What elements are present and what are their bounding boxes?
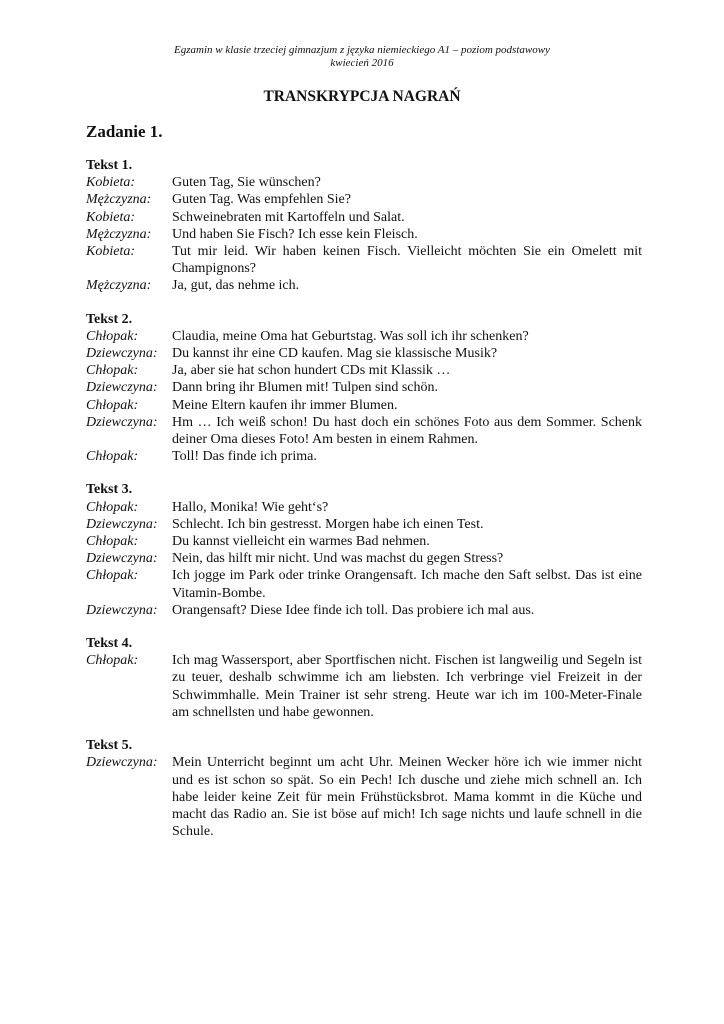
- utterance-text: Ich jogge im Park oder trinke Orangensaft. Ich mache den Saft selbst. Das ist eine Vitamin-Bombe.: [172, 568, 642, 601]
- utterance-text: Guten Tag. Was empfehlen Sie?: [172, 192, 351, 208]
- dialogue-line: [86, 243, 642, 277]
- task-heading: Zadanie 1.: [86, 122, 163, 141]
- utterance-text: Dann bring ihr Blumen mit! Tulpen sind schön.: [172, 380, 438, 396]
- utterance-text: Du kannst ihr eine CD kaufen. Mag sie klassische Musik?: [172, 346, 498, 362]
- speaker-label: Mężczyzna:: [86, 192, 152, 208]
- page-header: [0, 44, 724, 70]
- dialogue-line: [86, 516, 642, 533]
- dialogue-line: [86, 567, 642, 601]
- speaker-label: Mężczyzna:: [86, 226, 152, 242]
- speaker-label: Kobieta:: [86, 175, 135, 191]
- dialogue-line: [86, 754, 642, 840]
- utterance-text: Claudia, meine Oma hat Geburtstag. Was soll ich ihr schenken?: [172, 328, 529, 344]
- dialogue-line: [86, 448, 642, 465]
- utterance-text: Ja, gut, das nehme ich.: [172, 278, 300, 294]
- dialogue-line: [86, 602, 642, 619]
- speaker-label: Mężczyzna:: [86, 278, 152, 294]
- utterance-text: Hm … Ich weiß schon! Du hast doch ein schönes Foto aus dem Sommer. Schenk deiner Oma dieses Foto! Am besten in einem Rahmen.: [172, 414, 642, 448]
- speaker-label: Chłopak:: [86, 499, 139, 515]
- utterance-text: Nein, das hilft mir nicht. Und was machst du gegen Stress?: [172, 551, 504, 567]
- transcript-section: [86, 737, 642, 840]
- utterance-text: Schlecht. Ich bin gestresst. Morgen habe ich einen Test.: [172, 516, 484, 532]
- dialogue-line: [86, 174, 642, 191]
- section-title: Tekst 4.: [86, 636, 133, 652]
- dialogue-line: [86, 499, 642, 516]
- dialogue-line: [86, 209, 642, 226]
- section-title: Tekst 5.: [86, 738, 133, 754]
- speaker-label: Chłopak:: [86, 534, 139, 550]
- header-exam-line: Egzamin w klasie trzeciej gimnazjum z języka niemieckiego A1 – poziom podstawowy: [174, 44, 550, 56]
- section-title: Tekst 2.: [86, 311, 133, 327]
- dialogue-line: [86, 414, 642, 448]
- utterance-text: Hallo, Monika! Wie geht‘s?: [172, 499, 329, 515]
- speaker-label: Chłopak:: [86, 363, 139, 379]
- speaker-label: Chłopak:: [86, 449, 139, 465]
- utterance-text: Du kannst vielleicht ein warmes Bad nehmen.: [172, 534, 430, 550]
- dialogue-line: [86, 226, 642, 243]
- speaker-label: Dziewczyna:: [86, 516, 158, 532]
- speaker-label: Dziewczyna:: [86, 755, 158, 771]
- speaker-label: Dziewczyna:: [86, 380, 158, 396]
- utterance-text: Guten Tag, Sie wünschen?: [172, 175, 321, 191]
- transcript-section: [86, 481, 642, 619]
- transcript-section: [86, 635, 642, 721]
- transcript-section: [86, 157, 642, 295]
- speaker-label: Dziewczyna:: [86, 602, 158, 618]
- utterance-text: Mein Unterricht beginnt um acht Uhr. Meinen Wecker höre ich wie immer nicht und es ist schon so spät. So ein Pech! Ich dusche und ziehe mich schnell an. Ich habe leider keine Zeit für mein Frühstücksbrot. Mama kommt in die Küche und macht das Radio an. Sie ist böse auf mich! Ich sage nichts und laufe schnell in die Schule.: [172, 755, 642, 840]
- speaker-label: Dziewczyna:: [86, 414, 158, 430]
- dialogue-line: [86, 362, 642, 379]
- speaker-label: Chłopak:: [86, 397, 139, 413]
- speaker-label: Chłopak:: [86, 653, 139, 669]
- utterance-text: Und haben Sie Fisch? Ich esse kein Fleisch.: [172, 226, 418, 242]
- utterance-text: Meine Eltern kaufen ihr immer Blumen.: [172, 397, 398, 413]
- utterance-text: Ja, aber sie hat schon hundert CDs mit Klassik …: [172, 363, 451, 379]
- transcript-section: [86, 311, 642, 466]
- utterance-text: Toll! Das finde ich prima.: [172, 449, 317, 465]
- utterance-text: Tut mir leid. Wir haben keinen Fisch. Vielleicht möchten Sie ein Omelett mit Champignons?: [172, 244, 642, 277]
- dialogue-line: [86, 533, 642, 550]
- dialogue-line: [86, 397, 642, 414]
- dialogue-line: [86, 379, 642, 396]
- speaker-label: Chłopak:: [86, 568, 139, 584]
- speaker-label: Chłopak:: [86, 328, 139, 344]
- header-date-line: kwiecień 2016: [330, 57, 394, 69]
- dialogue-line: [86, 328, 642, 345]
- utterance-text: Orangensaft? Diese Idee finde ich toll. Das probiere ich mal aus.: [172, 602, 535, 618]
- dialogue-line: [86, 550, 642, 567]
- dialogue-line: [86, 652, 642, 721]
- speaker-label: Kobieta:: [86, 209, 135, 225]
- speaker-label: Dziewczyna:: [86, 346, 158, 362]
- speaker-label: Dziewczyna:: [86, 551, 158, 567]
- dialogue-line: [86, 277, 642, 294]
- section-title: Tekst 1.: [86, 158, 133, 173]
- section-title: Tekst 3.: [86, 482, 133, 498]
- transcript-content: [86, 157, 642, 856]
- utterance-text: Ich mag Wassersport, aber Sportfischen nicht. Fischen ist langweilig und Segeln ist zu teuer, deshalb schwimme ich am liebsten. Ich verbringe viel Freizeit in der Schwimmhalle. Mein Trainer ist sehr streng. Heute war ich im 100-Meter-Finale am schnellsten und habe gewonnen.: [172, 653, 642, 720]
- dialogue-line: [86, 191, 642, 208]
- dialogue-line: [86, 345, 642, 362]
- document-title: TRANSKRYPCJA NAGRAŃ: [263, 88, 461, 105]
- speaker-label: Kobieta:: [86, 244, 135, 260]
- utterance-text: Schweinebraten mit Kartoffeln und Salat.: [172, 209, 405, 225]
